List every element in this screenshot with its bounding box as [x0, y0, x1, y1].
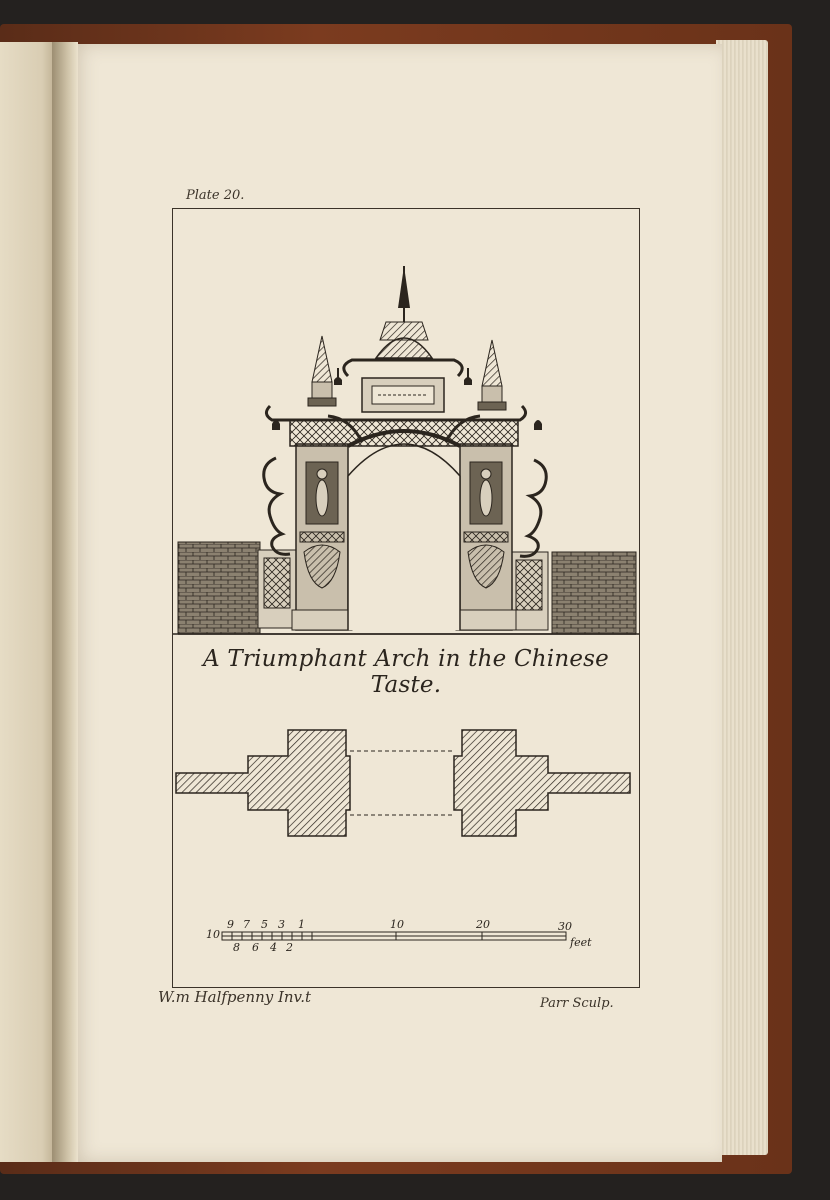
scale-label: 3 — [278, 918, 285, 931]
left-page-edge — [0, 42, 60, 1162]
scale-label: 5 — [261, 918, 268, 931]
scale-label: 20 — [476, 918, 490, 931]
plate-frame — [172, 208, 640, 988]
scale-label: 10 — [390, 918, 404, 931]
scale-label: 9 — [227, 918, 234, 931]
plate-title: A Triumphant Arch in the Chinese Taste. — [203, 646, 609, 698]
inventor-credit: W.m Halfpenny Inv.t — [158, 988, 312, 1006]
page-edges — [716, 40, 768, 1155]
scale-label: 30 — [558, 920, 572, 933]
engraver-credit: Parr Sculp. — [540, 996, 614, 1011]
page-gutter — [52, 42, 78, 1162]
scale-label: 2 — [286, 941, 293, 954]
scale-label: 7 — [243, 918, 250, 931]
scale-label: 4 — [270, 941, 277, 954]
plate-number: Plate 20. — [186, 188, 245, 203]
scale-label: 6 — [252, 941, 259, 954]
scale-unit: feet — [570, 936, 592, 949]
scale-label: 1 — [298, 918, 305, 931]
scale-label: 10 — [206, 928, 220, 941]
scale-label: 8 — [233, 941, 240, 954]
